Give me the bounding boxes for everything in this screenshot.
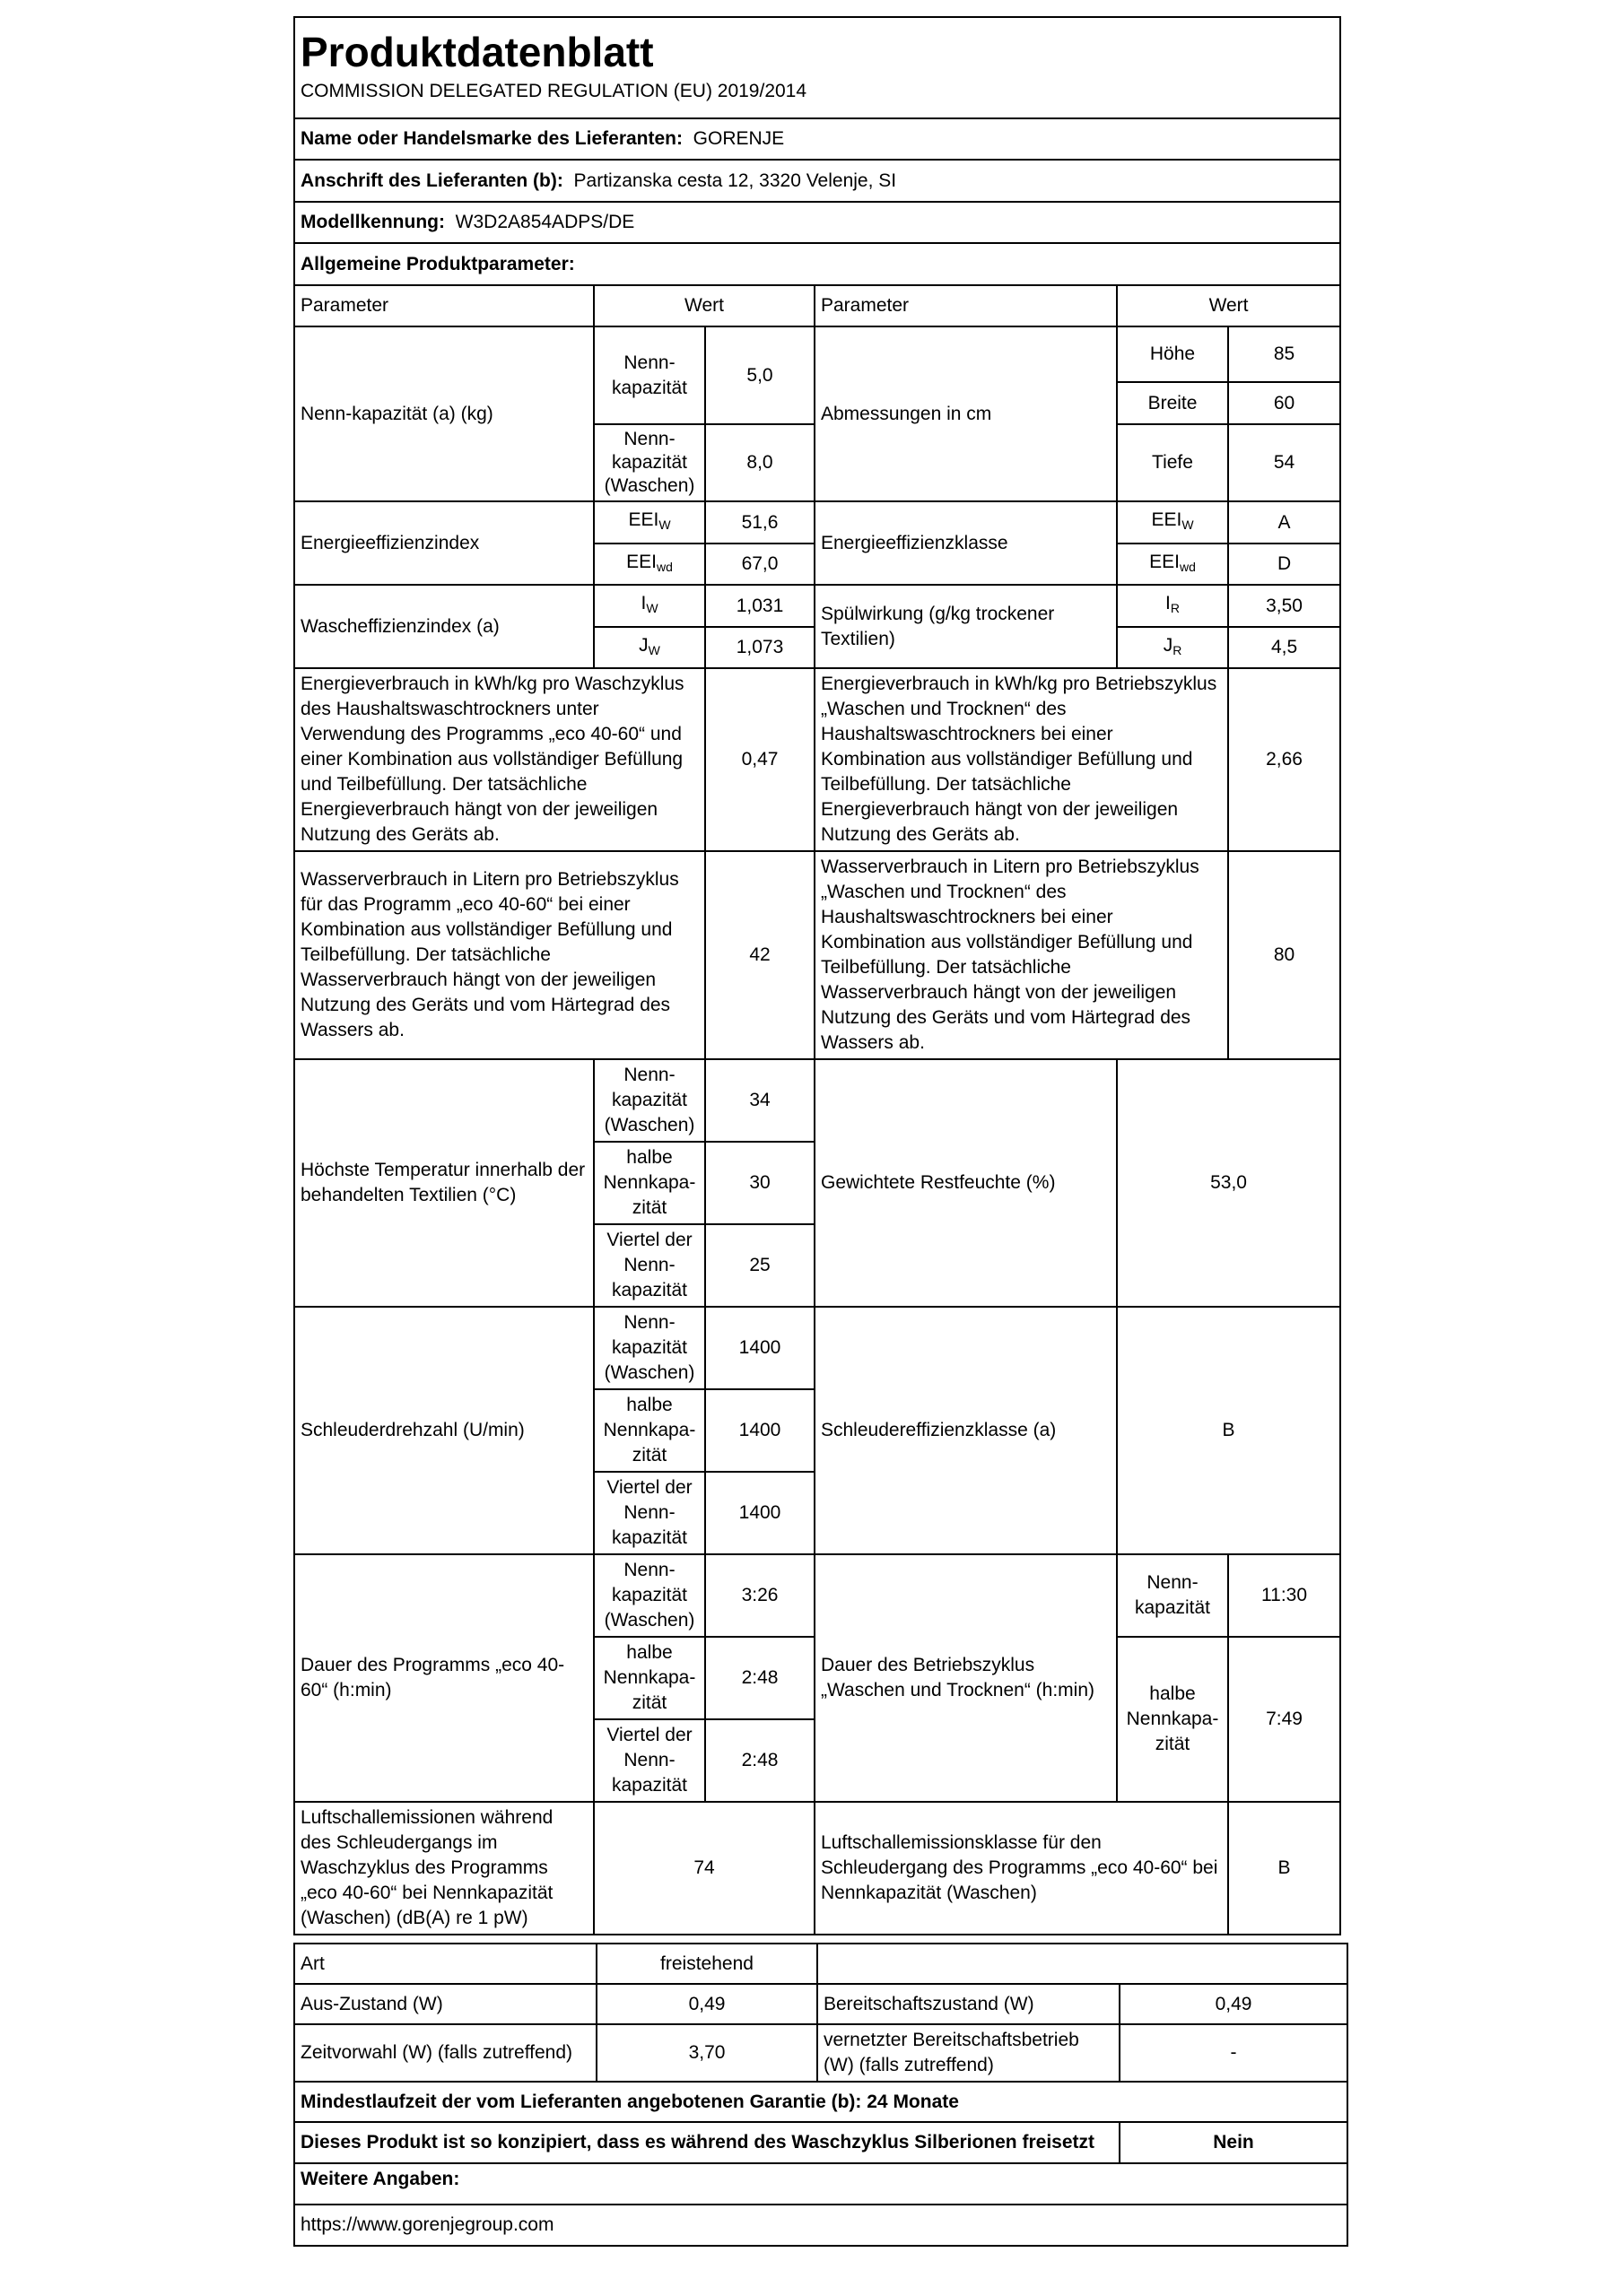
header-cell bbox=[294, 17, 1340, 118]
energy-wash-value: 0,47 bbox=[705, 668, 815, 851]
eei-wd-sub: wd bbox=[656, 559, 673, 574]
rated-capacity-wash-sub bbox=[594, 424, 705, 501]
water-wash-label: Wasserverbrauch in Litern pro Betriebszyklus für das Programm „eco 40-60“ bei einer Kombination aus vollständiger Befüllung und Teilbefüllung. Der tatsächliche Wasserverbrauch hängt von der jeweiligen Nutzung des Geräts und vom Härtegrad des Wassers ab. bbox=[294, 851, 705, 1059]
silver-ions-label: Dieses Produkt ist so konzipiert, dass es während des Waschzyklus Silberionen freisetzt bbox=[294, 2122, 1120, 2163]
eei-wd-base: EEI bbox=[626, 551, 657, 572]
max-temp-full-value: 34 bbox=[705, 1059, 815, 1142]
spin-half-value: 1400 bbox=[705, 1389, 815, 1472]
duration-half-value: 2:48 bbox=[705, 1637, 815, 1719]
duration-full-sub: Nenn-kapazität (Waschen) bbox=[594, 1554, 705, 1637]
delay-start-value: 3,70 bbox=[597, 2024, 817, 2082]
max-temp-half-sub: halbe Nennkapa-zität bbox=[594, 1142, 705, 1224]
eei-w-value: 51,6 bbox=[705, 501, 815, 544]
additional-info-table bbox=[293, 1943, 1348, 2247]
wash-i-base: I bbox=[641, 593, 647, 613]
energy-class-label: Energieeffizienzklasse bbox=[815, 501, 1117, 585]
water-wash-value: 42 bbox=[705, 851, 815, 1059]
max-temp-quarter-sub: Viertel der Nenn-kapazität bbox=[594, 1224, 705, 1307]
eclass-w-sub: W bbox=[1181, 517, 1194, 532]
max-temp-full-sub: Nenn-kapazität (Waschen) bbox=[594, 1059, 705, 1142]
program-duration-label: Dauer des Programms „eco 40-60“ (h:min) bbox=[294, 1554, 594, 1802]
regulation-text: COMMISSION DELEGATED REGULATION (EU) 2019/2014 bbox=[301, 81, 807, 101]
silver-ions-value: Nein bbox=[1120, 2122, 1347, 2163]
duration-half-sub: halbe Nennkapa-zität bbox=[594, 1637, 705, 1719]
width-label: Breite bbox=[1117, 382, 1228, 424]
rated-capacity-value: 5,0 bbox=[705, 326, 815, 424]
height-value: 85 bbox=[1228, 326, 1340, 382]
energy-cycle-value: 2,66 bbox=[1228, 668, 1340, 851]
spin-full-value: 1400 bbox=[705, 1307, 815, 1389]
residual-moisture-label: Gewichtete Restfeuchte (%) bbox=[815, 1059, 1117, 1307]
energy-wash-label: Energieverbrauch in kWh/kg pro Waschzyklus des Haushaltswaschtrockners unter Verwendung des Programms „eco 40-60“ und einer Kombination aus vollständiger Befüllung und Teilbefüllung. Der tatsächliche Energieverbrauch hängt von der jeweiligen Nutzung des Geräts ab. bbox=[294, 668, 705, 851]
eclass-wd-value: D bbox=[1228, 544, 1340, 585]
rinse-j-sub: R bbox=[1172, 642, 1182, 657]
eclass-w-value: A bbox=[1228, 501, 1340, 544]
rated-capacity-sub: Nenn-kapazität bbox=[594, 326, 705, 424]
depth-value: 54 bbox=[1228, 424, 1340, 501]
duration-full-value: 3:26 bbox=[705, 1554, 815, 1637]
eei-w-sub: W bbox=[658, 517, 671, 532]
noise-value: 74 bbox=[594, 1802, 815, 1935]
networked-standby-label: vernetzter Bereitschaftsbetrieb (W) (falls zutreffend) bbox=[817, 2024, 1120, 2082]
rinse-i-base: I bbox=[1165, 593, 1171, 613]
eei-w-symbol bbox=[594, 501, 705, 544]
eei-wd-value: 67,0 bbox=[705, 544, 815, 585]
col-header-parameter: Parameter bbox=[294, 285, 594, 326]
supplier-name-row bbox=[294, 118, 1340, 160]
cycle-duration-half-value: 7:49 bbox=[1228, 1637, 1340, 1802]
dimensions-label: Abmessungen in cm bbox=[815, 326, 1117, 501]
rinse-i-sub: R bbox=[1170, 601, 1180, 615]
noise-label: Luftschallemissionen während des Schleudergangs im Waschzyklus des Programms „eco 40-60“ bei Nennkapazität (Waschen) (dB(A) re 1 pW) bbox=[294, 1802, 594, 1935]
spin-full-sub: Nenn-kapazität (Waschen) bbox=[594, 1307, 705, 1389]
type-empty-cell bbox=[817, 1944, 1347, 1984]
model-label: Modellkennung: bbox=[301, 212, 445, 232]
supplier-address: Partizanska cesta 12, 3320 Velenje, SI bbox=[573, 170, 897, 191]
col-header-value: Wert bbox=[594, 285, 815, 326]
model-id: W3D2A854ADPS/DE bbox=[455, 212, 635, 232]
water-cycle-value: 80 bbox=[1228, 851, 1340, 1059]
noise-class-label: Luftschallemissionsklasse für den Schleudergang des Programms „eco 40-60“ bei Nennkapazität (Waschen) bbox=[815, 1802, 1228, 1935]
eclass-wd-base: EEI bbox=[1149, 551, 1180, 572]
supplier-name: GORENJE bbox=[693, 128, 785, 149]
rinse-j-base: J bbox=[1163, 634, 1173, 656]
width-value: 60 bbox=[1228, 382, 1340, 424]
spin-speed-label: Schleuderdrehzahl (U/min) bbox=[294, 1307, 594, 1554]
spin-class-value: B bbox=[1117, 1307, 1340, 1554]
energy-cycle-label: Energieverbrauch in kWh/kg pro Betriebszyklus „Waschen und Trocknen“ des Haushaltswaschtrockners bei einer Kombination aus vollständiger Befüllung und Teilbefüllung. Der tatsächliche Energieverbrauch hängt von der jeweiligen Nutzung des Geräts ab. bbox=[815, 668, 1228, 851]
spin-class-label: Schleudereffizienzklasse (a) bbox=[815, 1307, 1117, 1554]
cycle-duration-full-sub: Nenn-kapazität bbox=[1117, 1554, 1228, 1637]
residual-moisture-value: 53,0 bbox=[1117, 1059, 1340, 1307]
eclass-wd-symbol bbox=[1117, 544, 1228, 585]
max-temp-quarter-value: 25 bbox=[705, 1224, 815, 1307]
eei-wd-symbol bbox=[594, 544, 705, 585]
duration-quarter-sub: Viertel der Nenn-kapazität bbox=[594, 1719, 705, 1802]
rinse-i-value: 3,50 bbox=[1228, 585, 1340, 627]
rated-capacity-label: Nenn-kapazität (a) (kg) bbox=[294, 326, 594, 501]
max-temp-half-value: 30 bbox=[705, 1142, 815, 1224]
depth-label: Tiefe bbox=[1117, 424, 1228, 501]
supplier-address-row bbox=[294, 160, 1340, 202]
eclass-w-base: EEI bbox=[1151, 509, 1182, 530]
eclass-w-symbol bbox=[1117, 501, 1228, 544]
spin-half-sub: halbe Nennkapa-zität bbox=[594, 1389, 705, 1472]
off-mode-value: 0,49 bbox=[597, 1984, 817, 2024]
model-row bbox=[294, 202, 1340, 243]
wash-j-symbol bbox=[594, 627, 705, 668]
standby-value: 0,49 bbox=[1120, 1984, 1347, 2024]
rinse-j-value: 4,5 bbox=[1228, 627, 1340, 668]
height-label: Höhe bbox=[1117, 326, 1228, 382]
product-data-table bbox=[293, 16, 1341, 1935]
rated-capacity-wash-value: 8,0 bbox=[705, 424, 815, 501]
rinse-j-symbol bbox=[1117, 627, 1228, 668]
wash-index-label: Wascheffizienzindex (a) bbox=[294, 585, 594, 668]
rinse-i-symbol bbox=[1117, 585, 1228, 627]
eei-label: Energieeffizienzindex bbox=[294, 501, 594, 585]
col-header-parameter-2: Parameter bbox=[815, 285, 1117, 326]
rinse-label: Spülwirkung (g/kg trockener Textilien) bbox=[815, 585, 1117, 668]
rated-capacity-wash-sub-text: Nenn-kapazität (Waschen) bbox=[604, 429, 695, 496]
wash-i-symbol bbox=[594, 585, 705, 627]
cycle-duration-half-sub: halbe Nennkapa-zität bbox=[1117, 1637, 1228, 1802]
further-info-heading: Weitere Angaben: bbox=[294, 2163, 1347, 2205]
warranty-row: Mindestlaufzeit der vom Lieferanten angebotenen Garantie (b): 24 Monate bbox=[294, 2082, 1347, 2122]
page-title: Produktdatenblatt bbox=[301, 29, 654, 75]
type-value: freistehend bbox=[597, 1944, 817, 1984]
delay-start-label: Zeitvorwahl (W) (falls zutreffend) bbox=[294, 2024, 597, 2082]
wash-i-sub: W bbox=[646, 601, 658, 615]
noise-class-value: B bbox=[1228, 1802, 1340, 1935]
col-header-value-2: Wert bbox=[1117, 285, 1340, 326]
supplier-address-label: Anschrift des Lieferanten (b): bbox=[301, 170, 563, 191]
spin-quarter-value: 1400 bbox=[705, 1472, 815, 1554]
type-label: Art bbox=[294, 1944, 597, 1984]
wash-j-value: 1,073 bbox=[705, 627, 815, 668]
eei-w-base: EEI bbox=[628, 509, 659, 530]
cycle-duration-label: Dauer des Betriebszyklus „Waschen und Trocknen“ (h:min) bbox=[815, 1554, 1117, 1802]
eclass-wd-sub: wd bbox=[1179, 559, 1196, 574]
standby-label: Bereitschaftszustand (W) bbox=[817, 1984, 1120, 2024]
cycle-duration-full-value: 11:30 bbox=[1228, 1554, 1340, 1637]
wash-i-value: 1,031 bbox=[705, 585, 815, 627]
wash-j-sub: W bbox=[648, 642, 660, 657]
wash-j-base: J bbox=[639, 634, 649, 656]
water-cycle-label: Wasserverbrauch in Litern pro Betriebszyklus „Waschen und Trocknen“ des Haushaltswaschtrockners bei einer Kombination aus vollständiger Befüllung und Teilbefüllung. Der tatsächliche Wasserverbrauch hängt von der jeweiligen Nutzung des Geräts und vom Härtegrad des Wassers ab. bbox=[815, 851, 1228, 1059]
off-mode-label: Aus-Zustand (W) bbox=[294, 1984, 597, 2024]
duration-quarter-value: 2:48 bbox=[705, 1719, 815, 1802]
general-params-heading: Allgemeine Produktparameter: bbox=[294, 243, 1340, 285]
website-link[interactable]: https://www.gorenjegroup.com bbox=[294, 2205, 1347, 2246]
supplier-name-label: Name oder Handelsmarke des Lieferanten: bbox=[301, 128, 683, 149]
spin-quarter-sub: Viertel der Nenn-kapazität bbox=[594, 1472, 705, 1554]
networked-standby-value: - bbox=[1120, 2024, 1347, 2082]
max-temp-label: Höchste Temperatur innerhalb der behandelten Textilien (°C) bbox=[294, 1059, 594, 1307]
